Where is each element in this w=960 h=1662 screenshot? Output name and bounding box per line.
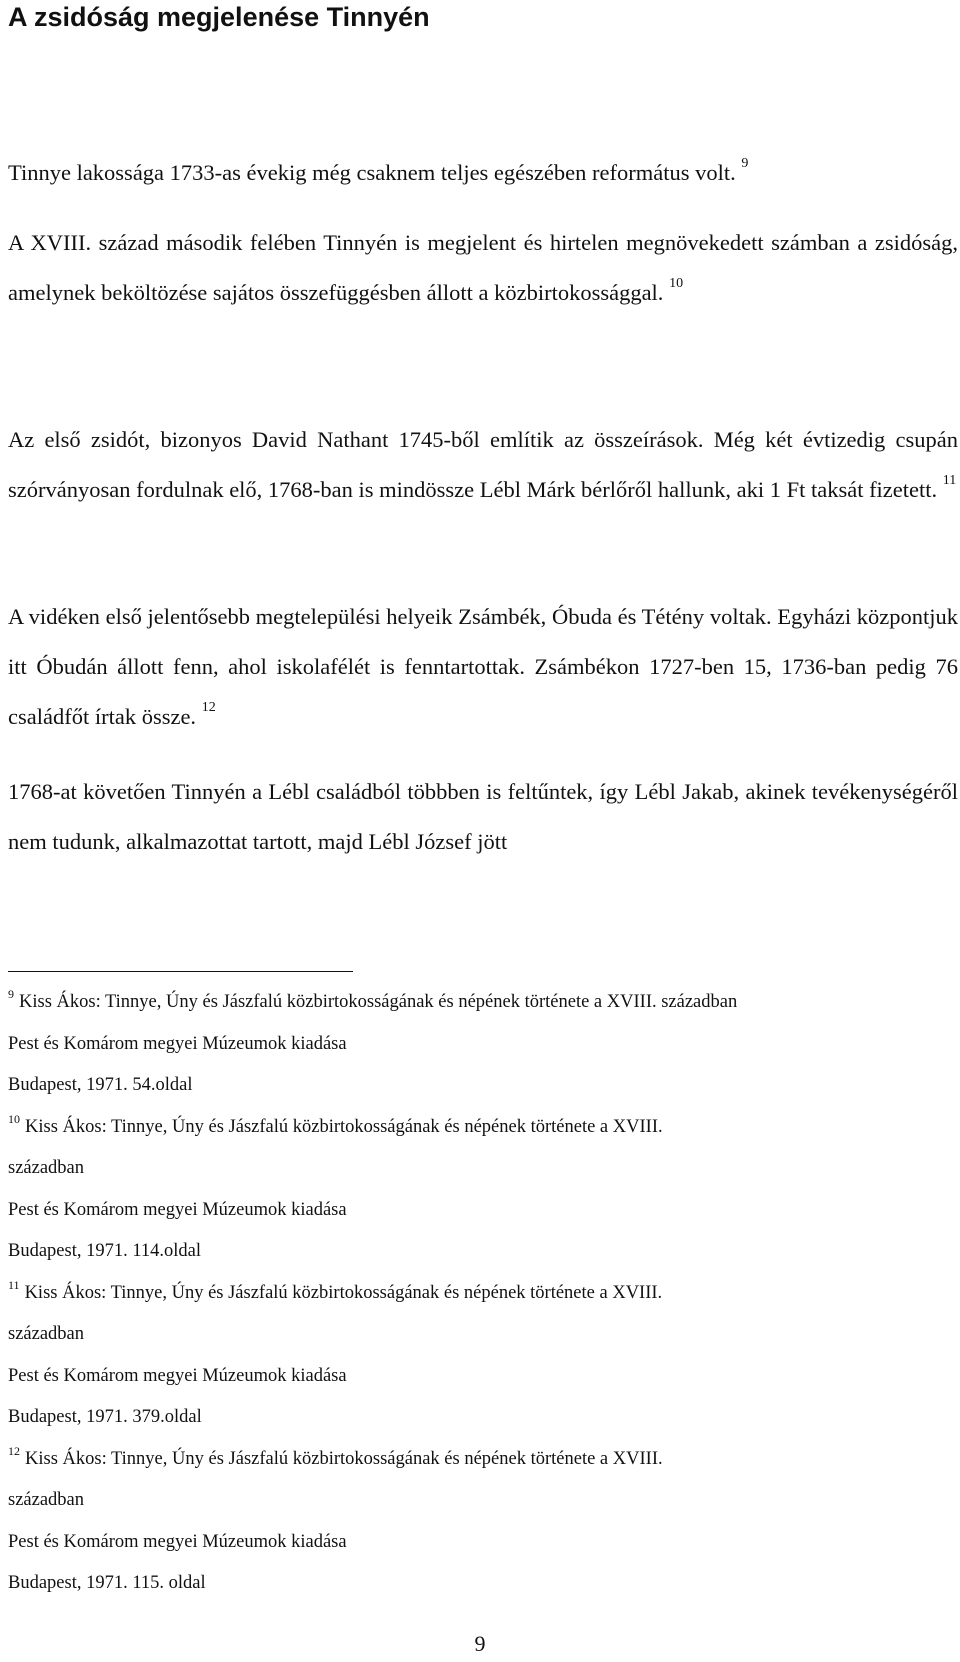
page-title: A zsidóság megjelenése Tinnyén [8,2,430,32]
paragraph-text: A vidéken első jelentősebb megtelepülési helyeik Zsámbék, Óbuda és Tétény voltak. Egyházi központjuk itt Óbudán állott fenn, ahol iskolafélét is fenntartottak. Zsámbékon 1727-ben 15, 1736-ban pedig 76 családfőt írtak össze. [8,604,958,729]
footnote-ref-12[interactable]: 12 [201,700,216,715]
footnote-12 [8,1439,958,1605]
footnote-ref-11[interactable]: 11 [942,473,957,488]
paragraph-text: Tinnye lakossága 1733-as évekig még csaknem teljes egészében református volt. [8,160,736,185]
paragraph-text: Az első zsidót, bizonyos David Nathant 1745-ből említik az összeírások. Még két évtizedig csupán szórványosan fordulnak elő, 1768-ban is mindössze Lébl Márk bérlőről hallunk, aki 1 Ft taksát fizetett. [8,427,958,502]
footnote-line: Budapest, 1971. 115. oldal [8,1573,206,1593]
footnote-line: Pest és Komárom megyei Múzeumok kiadása [8,1199,347,1220]
footnote-line: Budapest, 1971. 54.oldal [8,1075,193,1095]
footnote-ref-9[interactable]: 9 [741,156,749,171]
footnote-line: században [8,1158,85,1178]
footnote-ref-10[interactable]: 10 [669,276,684,291]
paragraph-2 [8,218,958,318]
paragraph-3 [8,415,958,515]
footnote-number: 9 [8,987,14,1001]
footnote-line [8,1439,958,1481]
footnote-10 [8,1107,958,1273]
paragraph-text: A XVIII. század második felében Tinnyén is megjelent és hirtelen megnövekedett számban a zsidóság, amelynek beköltözése sajátos összefüggésben állott a közbirtokossággal. [8,230,958,305]
paragraph-text: 1768-at követően Tinnyén a Lébl családból többben is feltűntek, így Lébl Jakab, akinek tevékenységéről nem tudunk, alkalmazottat tartott, majd Lébl József jött [8,779,958,854]
footnote-line: Budapest, 1971. 379.oldal [8,1407,202,1427]
footnote-line [8,982,958,1024]
footnote-line: században [8,1324,85,1344]
paragraph-1 [8,148,958,198]
footnote-text: Kiss Ákos: Tinnye, Úny és Jászfalú közbirtokosságának és népének története a XVIII. [25,1116,663,1137]
footnote-line: Pest és Komárom megyei Múzeumok kiadása [8,1033,347,1054]
footnote-line: Budapest, 1971. 114.oldal [8,1241,202,1261]
paragraph-5 [8,767,958,867]
footnote-line [8,1107,958,1149]
footnote-9 [8,982,958,1107]
footnote-divider [8,971,353,972]
footnote-line: században [8,1490,85,1510]
footnote-11 [8,1273,958,1439]
footnote-text: Kiss Ákos: Tinnye, Úny és Jászfalú közbirtokosságának és népének története a XVIII. században [19,992,738,1012]
footnote-line [8,1273,958,1315]
footnote-number: 10 [8,1111,20,1126]
footnote-number: 12 [8,1443,20,1458]
footnote-text: Kiss Ákos: Tinnye, Úny és Jászfalú közbirtokosságának és népének története a XVIII. [25,1448,663,1469]
page-number: 9 [474,1631,486,1656]
paragraph-4 [8,592,958,742]
footnotes [8,982,958,1605]
footnote-line: Pest és Komárom megyei Múzeumok kiadása [8,1365,347,1386]
footnote-text: Kiss Ákos: Tinnye, Úny és Jászfalú közbirtokosságának és népének története a XVIII. [24,1282,663,1303]
footnote-line: Pest és Komárom megyei Múzeumok kiadása [8,1531,347,1552]
footnote-number: 11 [8,1277,20,1292]
